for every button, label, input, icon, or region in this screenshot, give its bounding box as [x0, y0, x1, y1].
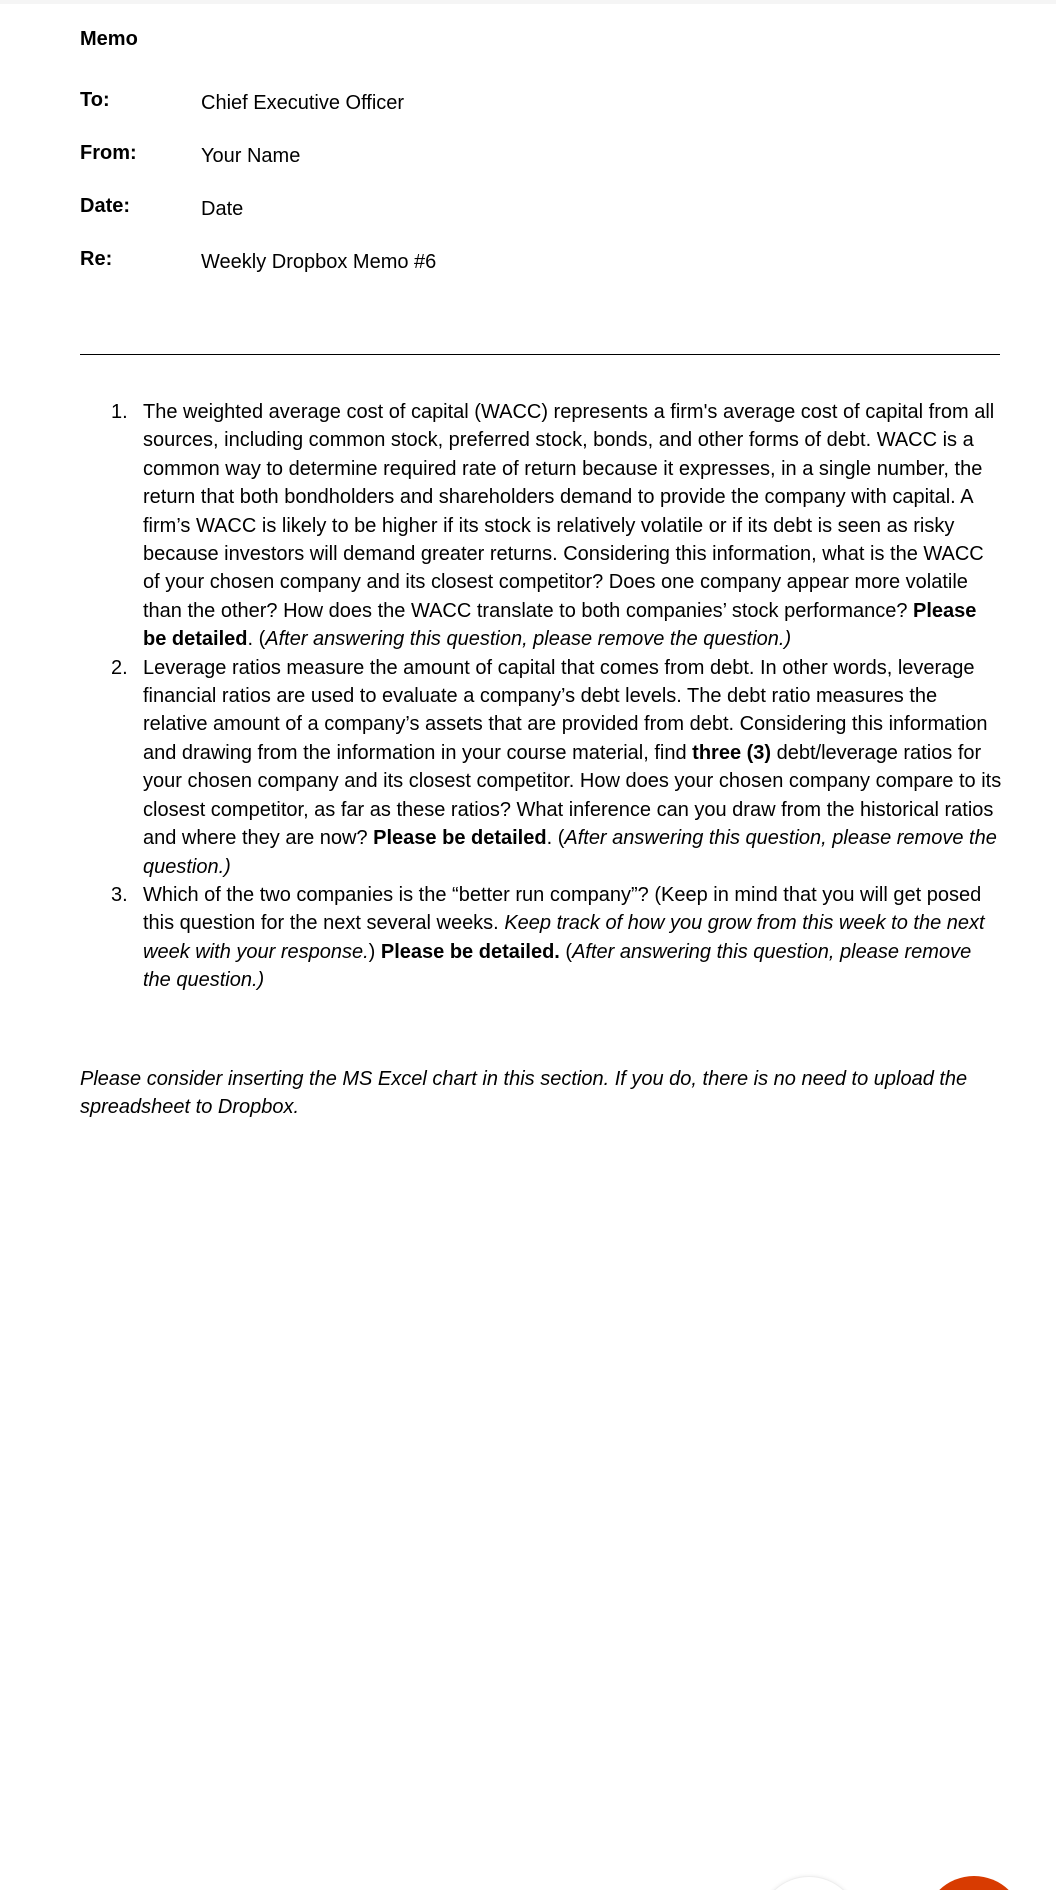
- question-item: [111, 881, 1003, 995]
- question-number: 3.: [111, 883, 128, 906]
- question-emphasis: Please be detailed: [143, 599, 977, 651]
- secondary-floating-button[interactable]: [758, 1876, 860, 1890]
- question-instruction: After answering this question, please remove the question.): [143, 940, 972, 992]
- question-text-part: Leverage ratios measure the amount of capital that comes from debt. In other words, leverage financial ratios are used to evaluate a company’s debt levels. The debt ratio measures the relative amount of a company’s assets that are provided from debt. Considering this information and drawing from the information in your course material, find: [143, 656, 988, 764]
- question-instruction: Keep track of how you grow from this week to the next week with your response.: [143, 912, 985, 963]
- to-value: Chief Executive Officer: [201, 92, 405, 114]
- question-emphasis: Please be detailed.: [380, 940, 560, 963]
- memo-field-to: [80, 88, 980, 116]
- question-list: [111, 398, 1003, 995]
- to-label: To:: [80, 89, 110, 111]
- divider: [80, 354, 1000, 355]
- question-emphasis: three (3): [692, 741, 772, 764]
- memo-title: Memo: [80, 28, 138, 50]
- date-label: Date:: [80, 195, 131, 217]
- re-value: Weekly Dropbox Memo #6: [201, 251, 437, 273]
- question-number: 1.: [111, 401, 128, 423]
- question-number: 2.: [111, 656, 128, 679]
- memo-field-re: [80, 247, 980, 275]
- question-text-part: (: [559, 940, 573, 963]
- re-label: Re:: [80, 248, 113, 270]
- question-text: [143, 657, 1001, 878]
- question-text-part: . (: [546, 827, 565, 850]
- question-item: [111, 398, 1003, 654]
- memo-field-date: [80, 194, 980, 222]
- question-text-part: ): [368, 940, 381, 963]
- question-instruction: After answering this question, please remove the question.): [265, 628, 792, 651]
- question-text-part: debt/leverage ratios for your chosen company and its closest competitor. How does your chosen company compare to its closest competitor, as far as these ratios? What inference can you draw from the historical ratios and where they are now?: [143, 741, 1002, 850]
- question-text-part: . (: [247, 628, 266, 651]
- question-text: [143, 884, 985, 991]
- memo-field-from: [80, 141, 980, 169]
- question-instruction: After answering this question, please remove the question.): [143, 827, 997, 878]
- date-value: Date: [201, 198, 244, 220]
- from-value: Your Name: [201, 145, 301, 167]
- closing-note: Please consider inserting the MS Excel chart in this section. If you do, there is no need to upload the spreadsheet to Dropbox.: [80, 1068, 968, 1119]
- question-text-part: Which of the two companies is the “better run company”? (Keep in mind that you will get posed this question for the next several weeks.: [143, 883, 982, 935]
- question-text: [143, 401, 994, 650]
- primary-floating-button[interactable]: [924, 1876, 1024, 1890]
- from-label: From:: [80, 142, 137, 164]
- question-emphasis: Please be detailed: [373, 827, 547, 850]
- top-bar: [0, 0, 1056, 4]
- question-item: [111, 654, 1003, 881]
- question-text-part: The weighted average cost of capital (WACC) represents a firm's average cost of capital from all sources, including common stock, preferred stock, bonds, and other forms of debt. WACC is a common way to determine required rate of return because it expresses, in a single number, the return that both bondholders and shareholders demand to provide the company with capital. A firm’s WACC is likely to be higher if its stock is relatively volatile or if its debt is seen as risky because investors will demand greater returns. Considering this information, what is the WACC of your chosen company and its closest competitor? Does one company appear more volatile than the other? How does the WACC translate to both companies’ stock performance?: [143, 401, 995, 622]
